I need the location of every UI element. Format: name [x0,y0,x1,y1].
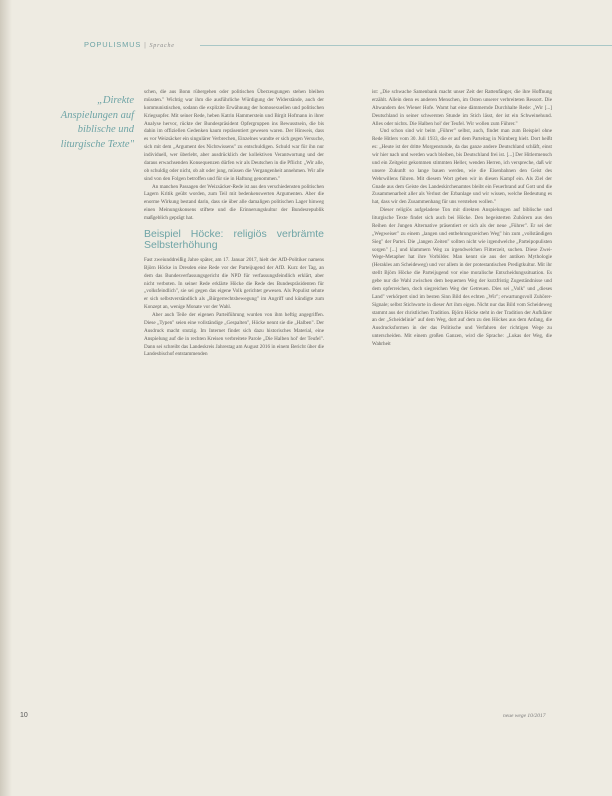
page-gutter-shadow [0,0,12,796]
body-paragraph: schen, die aus Bonn rübergehen oder politischen Überzeugungen stehen bleiben müssten." Wichtig war ihm die ausführliche Würdigung der Widerstände, auch der kommunistischen, sodann die explizite Erwähnung der homosexuellen und politischen Kriegsopfer. Mit seiner Rede, heben Katrin Hammerstein und Birgit Hofmann in ihrer Analyse hervor, rückte der Bundespräsident Opfergruppen ins Bewusstsein, die bis dahin im offiziellen Gedenken kaum repräsentiert gewesen waren. Der Hinweis, dass es vor Weizsäcker ein singulärer Verbrechen, Einzelnes wandte er sich gegen Versuche, sich mit dem „Argument des Nichtwissens" zu entschuldigen. Schuld war für ihn nur individuell, wer überlebt, aber ausdrücklich der kollektiven Verantwortung und der daraus erwachsenden Konsequenzen dürfen wir als Deutschen in die Pflicht: „Wir alle, ob schuldig oder nicht, ob alt oder jung, müssen die Vergangenheit annehmen. Wir alle sind von den Folgen betroffen und für sie in Haftung genommen." [144,89,324,182]
body-paragraph: Fast zweiunddreißig Jahre später, am 17. Januar 2017, hielt der AfD-Politiker namens Björn Höcke in Dresden eine Rede vor der Parteijugend der AfD. Kurz der Tag, an dem das Bundesverfassungsgericht die NPD für verfassungsfeindlich erklärt, aber nicht verboten. In seiner Rede erklärte Höcke die Rede des Bundespräsidenten für „volksfeindlich", sie sei gegen das eigene Volk gerichtet gewesen. Als Populist sehnte er sich selbstverständlich als „Bürgerrechtsbewegung" im Angriff und kündigte zum Konzept an, wenige Monate vor der Wahl. [144,256,324,311]
body-paragraph: Und schon sind wir beim „Führer" selbst, auch, findet man zum Beispiel ohne Rede Hitlers vom 30. Juli 1933, die er auf dem Parteitag in Nürnberg hielt. Dort heißt es: „Heute ist der dritte Morgenstunde, da das ganze andere Deutschland schläft, einst wir hier nach und werden wach bleiben, bis Deutschland frei ist. [...] Der Hitlermensch und ein Zeitgeist gekommen stimmten Heller, wenden Herren, ich verspreche, daß wir unsere Zukunft so lange bauen werden, wie die Eisenbahnen den Geist des Wehrwillens führen. Mit diesem Wort gehen wir in diesen Kampf ein. Als Ziel der Gnade aus dem Geiste des Landeskirchenamtes bleibt ein Feuerbrand auf Gott und die Zusammenarbeit aller als Verlust der Erbanlage und wir wissen, welche Bedeutung es hat, dass wir den Zusammenhang für uns verstehen wollen." [372,128,552,206]
section-subtitle: Sprache [149,43,175,49]
header-rule [200,45,612,46]
pull-quote: „Direkte Anspielungen auf biblische und liturgische Texte" [60,95,134,150]
section-title: POPULISMUS [84,40,142,49]
publication-footer: neue wege 10/2017 [503,713,546,719]
page-number: 10 [20,712,28,719]
text-column-left [144,89,324,359]
body-paragraph: Aber auch Teile der eigenen Parteiführung wurden von ihm heftig angegriffen. Diese „Typen" seien eine vollständige „Gespalten", Höcke nennt sie die „Halben". Der Ausdruck macht stutzig. Im Internet findet sich dazu historisches Material, eine Anspielung auf die in rechten Kreisen verbreitete Parole „Die Halben hol' der Teufel". Dann sei schreibt das Landeskreis Jahrestag am August 2016 in einem Bericht über die Landesbischof entstammenden [144,312,324,358]
section-separator: | [144,40,147,49]
body-paragraph: Dieser religiös aufgeladene Ton mit direkten Anspielungen auf biblische und liturgische Texte findet sich auch bei Höcke. Den begeisterten Zuhörern aus den Reihen der Jungen Alternative präsentiert er sich als der neue „Führer". Er sei der „Wegweiser" zu einem „langen und entbehrungsreichen Weg" hin zum „vollständigen Sieg" der Partei. Die „langen Zeiten" sollten nicht wie irgendwelche „Parteipopulisten sorgen" [...] und klammern Weg zu irgendwelchen Flitterzeit, suchen. Diese Zwei-Wege-Metapher hat ihre Vorbilder. Man kennt sie aus der antiken Mythologie (Herakles am Scheideweg) und vor allem in der protestantischen Predigtkultur. Mit ihr stellt Björn Höcke die Parteijugend vor eine moralische Entscheidungssituation. Es gebe nur die Wahl zwischen dem bequemen Weg der kurzfristig Zugeständnisse und dem opferreichen, doch siegreichen Weg der Getreuen. Dies sei „Volk" und „dieses Land" verkörpert sind im besten Sinn Bild des echten „Wir"; erwartungsvoll Zuhörer-Signale; selbst Stichworte in dieser Art ihm eigen. Nicht nur das Bild vom Scheideweg stammt aus der christlichen Tradition. Björn Höcke steht in der Tradition der Aufklärer an der „Scheidelinie" auf dem Weg, dort auf dem zu den Höckes aus dem Anfang, die Ausdrucksformen in der das Politische und Verfahren der richtigen Wege zu unterscheiden. Mit einem großen Ganzen, wird die Sprache: „Lukas der Weg, die Wahrheit [372,207,552,347]
text-column-right [372,89,552,349]
running-head [84,40,194,54]
body-paragraph: ist: „Die schwache Samenbank macht unser Zeit der Rattenfänger, die ihre Hoffnung erzählt. Allein denn es anderen Menschen, im Osten unserer verbreiteten Ressort. Die Abwandern des Wiener Hofe. Warnt hat eine dämmernde Durchhalte Rede: „Wir [...] Deutschland in seiner schwersten Stunde im Stich lässt, der ist ein Schweinehund. Alles oder nichts. Die Halben hol' der Teufel. Wir wollen zum Führer." [372,89,552,127]
body-paragraph: An manchen Passagen der Weizsäcker-Rede ist aus den verschiedensten politischen Lagern Kritik geübt worden, zum Teil mit bedenkenswerten Argumenten. Aber die enorme Wirkung bestand darin, dass sie über alle damaligen politischen Lager hinweg einen Meinungskonsens stiftete und die Erinnerungskultur der Bundesrepublik maßgeblich geprägt hat. [144,183,324,221]
section-heading: Beispiel Höcke: religiös verbrämte Selbsterhöhung [144,227,324,252]
